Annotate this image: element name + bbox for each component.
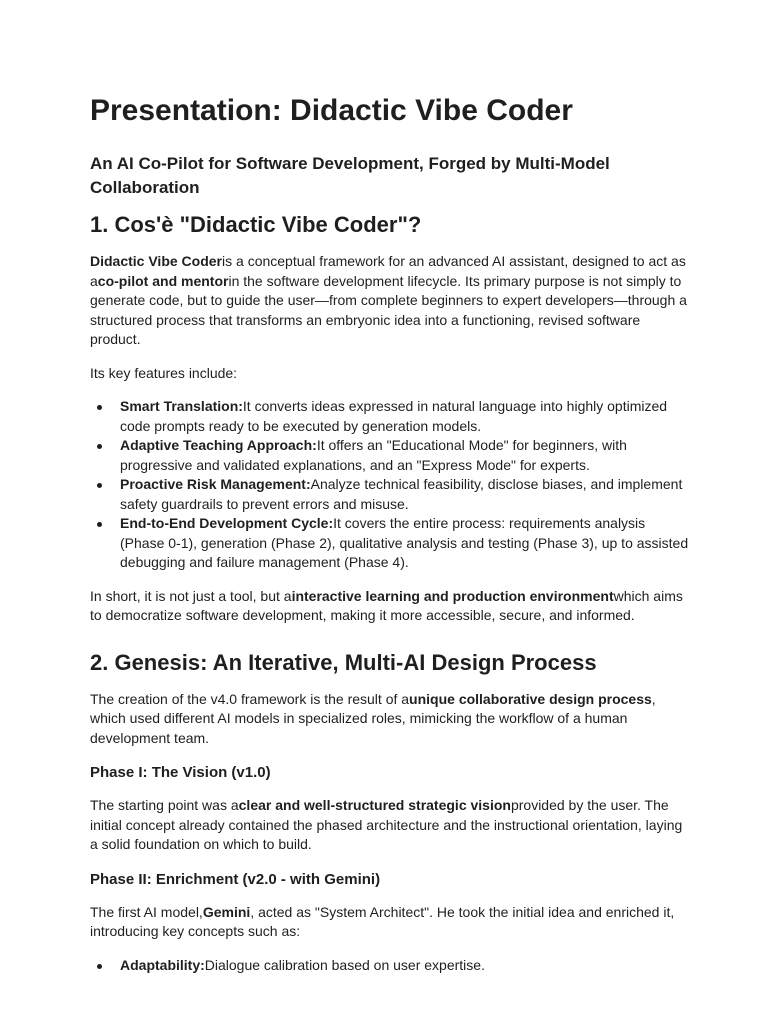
bullet-icon <box>97 405 102 410</box>
phase-2-list <box>90 956 690 976</box>
feature-item <box>90 514 690 573</box>
section-1-summary <box>90 587 690 626</box>
summary-text-1: In short, it is not just a tool, but a <box>90 587 292 604</box>
phase-2-item <box>90 956 690 976</box>
feature-item <box>90 475 690 514</box>
document-subtitle: An AI Co-Pilot for Software Development, Forged by Multi-Model Collaboration <box>90 154 610 197</box>
feature-item <box>90 436 690 475</box>
phase-2-text-2: , acted as "System Architect". He took the initial idea and enriched it, introducing key concepts such as: <box>90 903 675 939</box>
feature-text: It covers the entire process: requirements analysis (Phase 0-1), generation (Phase 2), qualitative analysis and testing (Phase 3), up to assisted debugging and failure management (Phase 4). <box>120 515 689 570</box>
feature-item <box>90 397 690 436</box>
genesis-bold: unique collaborative design process <box>409 690 652 707</box>
intro-text-1: is a conceptual framework for an advanced AI assistant, designed to act as a <box>90 253 686 289</box>
phase-1-bold: clear and well-structured strategic vision <box>238 797 511 813</box>
phase-1-heading: Phase I: The Vision (v1.0) <box>90 764 271 781</box>
feature-label: Adaptive Teaching Approach: <box>120 437 317 453</box>
phase-2-bold: Gemini <box>202 903 251 920</box>
feature-text: Analyze technical feasibility, disclose biases, and implement safety guardrails to prevent errors and misuse. <box>120 476 683 512</box>
section-2-heading: 2. Genesis: An Iterative, Multi-AI Design Process <box>90 649 597 675</box>
features-list <box>90 397 690 573</box>
phase-2-text <box>90 903 690 942</box>
intro-text-2: in the software development lifecycle. Its primary purpose is not simply to generate code, but to guide the user—from complete beginners to expert developers—through a structured process that transforms an embryonic idea into a functioning, revised software product. <box>90 272 687 347</box>
phase-2-heading: Phase II: Enrichment (v2.0 - with Gemini) <box>90 870 381 888</box>
phase-1-text-1: The starting point was a <box>90 797 239 813</box>
bullet-icon <box>97 522 102 527</box>
document-content <box>90 92 690 989</box>
feature-label: End-to-End Development Cycle: <box>120 515 334 531</box>
feature-text: It converts ideas expressed in natural language into highly optimized code prompts ready to be executed by generation models. <box>120 398 668 434</box>
bullet-icon <box>97 483 102 488</box>
document-title: Presentation: Didactic Vibe Coder <box>90 94 573 127</box>
phase-1-text-2: provided by the user. The initial concept already contained the phased architecture and the instructional orientation, laying a solid foundation on which to build. <box>90 797 683 852</box>
intro-bold-2: co-pilot and mentor <box>97 272 229 289</box>
phase-2-text-1: The first AI model, <box>90 903 203 920</box>
bullet-icon <box>97 964 102 969</box>
genesis-text-1: The creation of the v4.0 framework is the result of a <box>90 690 410 707</box>
intro-bold-1: Didactic Vibe Coder <box>90 253 223 269</box>
section-1-heading: 1. Cos'è "Didactic Vibe Coder"? <box>90 212 422 237</box>
section-1-intro <box>90 252 690 350</box>
genesis-text-2: , which used different AI models in specialized roles, mimicking the workflow of a human development team. <box>90 690 656 746</box>
phase-2-item-label: Adaptability: <box>120 956 205 973</box>
feature-text: It offers an "Educational Mode" for beginners, with progressive and validated explanations, and an "Express Mode" for experts. <box>120 437 627 473</box>
summary-bold: interactive learning and production environment <box>291 587 614 604</box>
phase-2-item-text: Dialogue calibration based on user expertise. <box>204 956 485 973</box>
summary-text-2: which aims to democratize software development, making it more accessible, secure, and informed. <box>90 587 683 623</box>
feature-label: Proactive Risk Management: <box>120 476 311 492</box>
section-2-intro <box>90 690 690 749</box>
feature-label: Smart Translation: <box>120 398 243 414</box>
bullet-icon <box>97 444 102 449</box>
features-lead: Its key features include: <box>90 364 238 381</box>
phase-1-text <box>90 796 690 855</box>
